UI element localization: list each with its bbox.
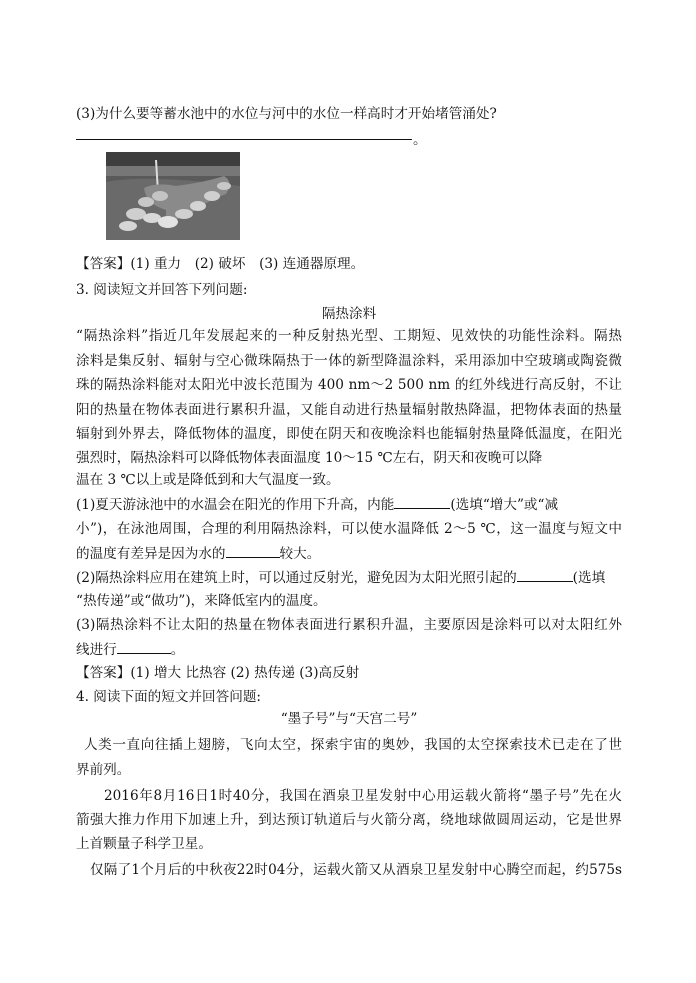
item-3-text-a: 线进行 — [76, 642, 117, 658]
item-2-text-a: (2)隔热涂料应用在建筑上时，可以通过反射光，避免因为太阳光照引起的 — [76, 570, 517, 586]
item-1-line-2: 小”)，在泳池周围，合理的利用隔热涂料，可以使水温降低 2～5 ℃，这一温度与短文中 — [76, 521, 622, 537]
fill-blank[interactable] — [394, 494, 450, 509]
paragraph-line: 界前列。 — [76, 762, 131, 778]
item-3-line-2 — [76, 639, 184, 660]
paragraph-line: 人类一直向往插上翅膀，飞向太空，探索宇宙的奥妙，我国的太空探索技术已走在了世 — [84, 737, 622, 753]
item-1-line-3 — [76, 543, 320, 564]
question-4-heading: 4. 阅读下面的短文并回答问题: — [76, 689, 261, 705]
passage-line: 涂料是集反射、辐射与空心微珠隔热于一体的新型降温涂料，采用添加中空玻璃或陶瓷微 — [76, 353, 622, 369]
answer-blank-line — [76, 139, 412, 140]
article-title: 隔热涂料 — [321, 306, 377, 322]
item-3-text-b: 。 — [170, 642, 185, 658]
photo-svg — [106, 152, 240, 240]
item-2-line-2: “热传递”或“做功”)，来降低室内的温度。 — [76, 593, 327, 609]
item-1-text-d: 较大。 — [279, 546, 321, 562]
paragraph-line: 箭强大推力作用下加速上升，到达预订轨道后与火箭分离，绕地球做圆周运动，它是世界 — [76, 812, 622, 828]
paragraph-line: 2016年8月16日1时40分，我国在酒泉卫星发射中心用运载火箭将“墨子号”先在火 — [104, 788, 622, 804]
passage-line: 温在 3 ℃以上或是降低到和大气温度一致。 — [76, 472, 340, 488]
item-2-line-1 — [76, 567, 605, 588]
sandbag-embankment-photo — [106, 152, 240, 240]
end-mark: 。 — [413, 132, 427, 148]
item-1-text-a: (1)夏天游泳池中的水温会在阳光的作用下升高，内能 — [76, 497, 395, 513]
paragraph-line: 仅隔了1个月后的中秋夜22时04分，运载火箭又从酒泉卫星发射中心腾空而起，约575s — [90, 862, 622, 878]
passage-line: 强烈时，隔热涂料可以降低物体表面温度 10～15 ℃左右，阴天和夜晚可以降 — [76, 450, 543, 466]
passage-line: “隔热涂料”指近几年发展起来的一种反射热光型、工期短、见效快的功能性涂料。隔热 — [76, 328, 622, 344]
item-2-text-b: (选填 — [572, 570, 606, 586]
question-3-3: (3)为什么要等蓄水池中的水位与河中的水位一样高时才开始堵管涌处? — [76, 106, 497, 122]
passage-line: 辐射到外界去，降低物体的温度，即使在阴天和夜晚涂料也能辐射热量降低温度，在阳光 — [76, 426, 622, 442]
passage-line: 珠的隔热涂料能对太阳光中波长范围为 400 nm～2 500 nm 的红外线进行高反射，不让 — [76, 377, 622, 393]
item-1-text-c: 的温度有差异是因为水的 — [76, 546, 226, 562]
passage-line: 阳的热量在物体表面进行累积升温，又能自动进行热量辐射散热降温，把物体表面的热量 — [76, 402, 622, 418]
question-3-heading: 3. 阅读短文并回答下列问题: — [76, 282, 248, 298]
item-1-line-1 — [76, 494, 558, 515]
fill-blank[interactable] — [517, 567, 573, 582]
item-3-line-1: (3)隔热涂料不让太阳的热量在物体表面进行累积升温，主要原因是涂料可以对太阳红外 — [76, 617, 622, 633]
fill-blank[interactable] — [117, 639, 171, 654]
paragraph-line: 上首颗量子科学卫星。 — [76, 836, 212, 852]
answer-previous: 【答案】(1) 重力 (2) 破坏 (3) 连通器原理。 — [76, 256, 365, 272]
answer-question-3: 【答案】(1) 增大 比热容 (2) 热传递 (3)高反射 — [76, 665, 360, 681]
article-title-2: “墨子号”与“天宫二号” — [280, 711, 418, 727]
fill-blank[interactable] — [226, 543, 280, 558]
item-1-text-b: (选填“增大”或“减 — [450, 497, 559, 513]
